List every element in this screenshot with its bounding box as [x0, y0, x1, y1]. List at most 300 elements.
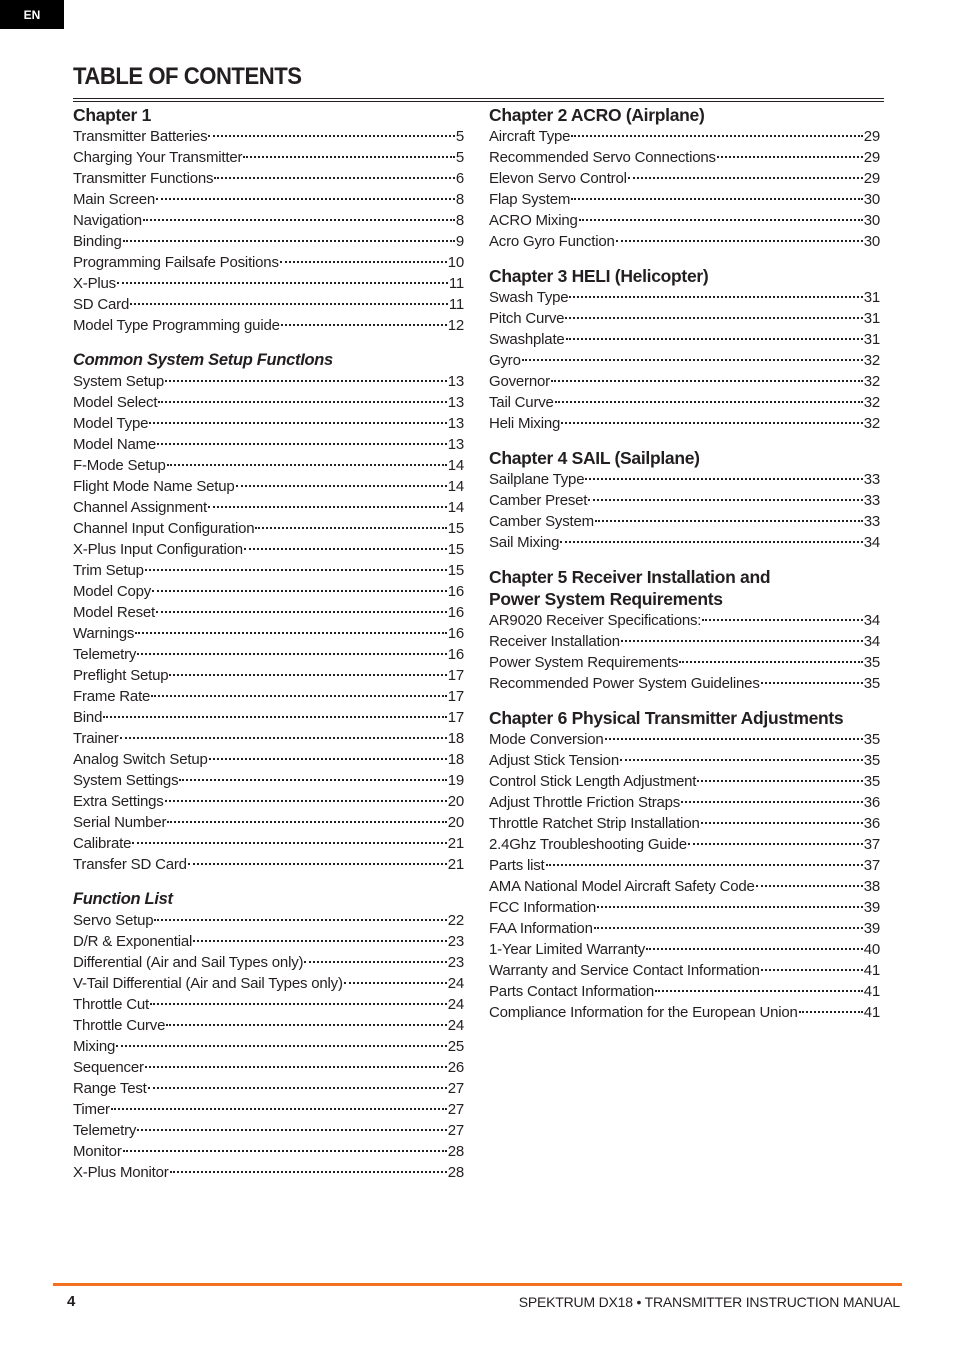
toc-entry-page: 35	[863, 675, 880, 692]
toc-entry[interactable]	[73, 581, 464, 602]
toc-entry-page: 17	[447, 688, 464, 705]
toc-entry-label: Servo Setup	[73, 912, 154, 929]
toc-entry[interactable]	[489, 511, 880, 532]
toc-entry[interactable]	[489, 1002, 880, 1023]
toc-entry-page: 35	[863, 731, 880, 748]
toc-entry-page: 15	[447, 520, 464, 537]
dot-leader	[188, 862, 447, 865]
toc-entry[interactable]	[73, 931, 464, 952]
toc-entry-page: 34	[863, 534, 880, 551]
toc-entry-label: Control Stick Length Adjustment	[489, 773, 697, 790]
toc-entry-label: Bind	[73, 709, 103, 726]
toc-entry-label: Model Copy	[73, 583, 152, 600]
dot-leader	[151, 694, 447, 697]
toc-entry[interactable]	[73, 1162, 464, 1183]
toc-entry[interactable]	[489, 413, 880, 434]
dot-leader	[799, 1010, 863, 1013]
toc-entry-page: 41	[863, 1004, 880, 1021]
toc-entry-page: 33	[863, 492, 880, 509]
section-heading	[489, 566, 880, 610]
toc-entry[interactable]	[73, 497, 464, 518]
section-heading	[489, 447, 880, 469]
toc-entry[interactable]	[73, 210, 464, 231]
toc-entry[interactable]	[489, 960, 880, 981]
language-label: EN	[23, 7, 41, 22]
toc-entry-page: 13	[447, 436, 464, 453]
dot-leader	[145, 568, 447, 571]
dot-leader	[157, 442, 447, 445]
toc-section	[489, 707, 880, 1023]
toc-entry[interactable]	[73, 560, 464, 581]
toc-entry-page: 35	[863, 773, 880, 790]
toc-entry[interactable]	[73, 749, 464, 770]
toc-entry[interactable]	[489, 490, 880, 511]
toc-entry[interactable]	[73, 455, 464, 476]
toc-entry-page: 17	[447, 709, 464, 726]
toc-entry-label: Pitch Curve	[489, 310, 565, 327]
toc-entry-label: Camber Preset	[489, 492, 588, 509]
toc-entry-label: FCC Information	[489, 899, 597, 916]
dot-leader	[628, 176, 863, 179]
toc-entry-label: Differential (Air and Sail Types only)	[73, 954, 304, 971]
toc-entry[interactable]	[489, 876, 880, 897]
section-heading-line: Chapter 2 ACRO (Airplane)	[489, 105, 705, 125]
toc-right-column	[489, 104, 880, 1023]
toc-entry[interactable]	[73, 812, 464, 833]
toc-entry[interactable]	[489, 981, 880, 1002]
toc-entry-label: Transfer SD Card	[73, 856, 187, 873]
footer-manual-title: SPEKTRUM DX18 • TRANSMITTER INSTRUCTION MANUAL	[518, 1294, 900, 1310]
toc-entry-page: 5	[455, 149, 464, 166]
toc-entry-page: 27	[447, 1080, 464, 1097]
dot-leader	[137, 1128, 446, 1131]
toc-entry-page: 34	[863, 612, 880, 629]
toc-entry[interactable]	[73, 126, 464, 147]
dot-leader	[158, 400, 446, 403]
dot-leader	[594, 926, 863, 929]
toc-entry-label: Parts list	[489, 857, 545, 874]
dot-leader	[561, 421, 863, 424]
toc-entry[interactable]	[489, 939, 880, 960]
toc-entry[interactable]	[73, 791, 464, 812]
toc-entry-label: Sequencer	[73, 1059, 144, 1076]
section-heading	[73, 888, 464, 910]
dot-leader	[166, 1023, 446, 1026]
dot-leader	[169, 673, 446, 676]
toc-entry-page: 37	[863, 857, 880, 874]
dot-leader	[681, 800, 863, 803]
toc-entry-label: Channel Assignment	[73, 499, 207, 516]
toc-entry-page: 13	[447, 373, 464, 390]
toc-entry-label: Main Screen	[73, 191, 156, 208]
toc-entry[interactable]	[489, 350, 880, 371]
toc-entry-page: 15	[447, 562, 464, 579]
toc-entry-label: Navigation	[73, 212, 142, 229]
toc-entry-page: 37	[863, 836, 880, 853]
toc-entry[interactable]	[73, 392, 464, 413]
toc-entry-label: Model Select	[73, 394, 158, 411]
toc-entry-page: 14	[447, 478, 464, 495]
dot-leader	[281, 323, 447, 326]
toc-entry[interactable]	[489, 210, 880, 231]
section-heading-line: Chapter 4 SAIL (Sailplane)	[489, 448, 700, 468]
section-heading-line: Chapter 1	[73, 105, 152, 125]
toc-entry-label: Channel Input Configuration	[73, 520, 255, 537]
toc-entry-page: 41	[863, 962, 880, 979]
dot-leader	[170, 1170, 447, 1173]
toc-section	[73, 888, 464, 1183]
dot-leader	[156, 197, 455, 200]
toc-entry[interactable]	[73, 1057, 464, 1078]
toc-entry[interactable]	[73, 994, 464, 1015]
section-heading	[73, 349, 464, 371]
toc-entry[interactable]	[489, 813, 880, 834]
toc-entry-label: Camber System	[489, 513, 594, 530]
toc-entry[interactable]	[489, 610, 880, 631]
section-heading-line: Common System Setup FunctIons	[73, 351, 333, 369]
dot-leader	[571, 197, 863, 200]
toc-entry[interactable]	[73, 665, 464, 686]
toc-entry[interactable]	[489, 371, 880, 392]
toc-entry-label: Model Type Programming guide	[73, 317, 280, 334]
toc-entry-label: Timer	[73, 1101, 110, 1118]
toc-entry-page: 33	[863, 513, 880, 530]
section-heading-line: Chapter 3 HELI (Helicopter)	[489, 266, 709, 286]
toc-entry-label: Range Test	[73, 1080, 147, 1097]
dot-leader	[280, 260, 447, 263]
toc-entry-label: Mode Conversion	[489, 731, 604, 748]
dot-leader	[116, 1044, 447, 1047]
toc-entry-page: 28	[447, 1164, 464, 1181]
toc-entry-label: Swashplate	[489, 331, 565, 348]
toc-entry-page: 8	[455, 212, 464, 229]
toc-entry[interactable]	[489, 834, 880, 855]
toc-entry-page: 20	[447, 814, 464, 831]
toc-entry[interactable]	[489, 631, 880, 652]
toc-entry-label: Throttle Curve	[73, 1017, 166, 1034]
toc-entry-page: 6	[455, 170, 464, 187]
dot-leader	[551, 379, 863, 382]
title-rule	[73, 98, 884, 99]
toc-entry[interactable]	[73, 1036, 464, 1057]
toc-entry[interactable]	[489, 126, 880, 147]
toc-entry-label: Charging Your Transmitter	[73, 149, 243, 166]
toc-entry-label: Telemetry	[73, 1122, 137, 1139]
toc-entry[interactable]	[489, 532, 880, 553]
toc-entry-label: Receiver Installation	[489, 633, 620, 650]
toc-entry[interactable]	[73, 644, 464, 665]
toc-entry[interactable]	[73, 602, 464, 623]
toc-entry[interactable]	[73, 413, 464, 434]
toc-entry[interactable]	[73, 518, 464, 539]
toc-entry-label: Flap System	[489, 191, 571, 208]
toc-section	[489, 104, 880, 252]
toc-entry[interactable]	[73, 273, 464, 294]
section-heading	[489, 707, 880, 729]
dot-leader	[132, 841, 446, 844]
toc-entry-label: Gyro	[489, 352, 521, 369]
toc-entry[interactable]	[489, 231, 880, 252]
toc-section	[73, 349, 464, 875]
toc-entry-label: Transmitter Batteries	[73, 128, 208, 145]
toc-entry-page: 21	[447, 856, 464, 873]
toc-entry-label: F-Mode Setup	[73, 457, 166, 474]
dot-leader	[123, 1149, 447, 1152]
dot-leader	[165, 379, 447, 382]
toc-entry[interactable]	[73, 231, 464, 252]
dot-leader	[569, 295, 862, 298]
dot-leader	[135, 631, 447, 634]
toc-entry[interactable]	[489, 147, 880, 168]
toc-entry[interactable]	[73, 294, 464, 315]
toc-entry-label: X-Plus	[73, 275, 116, 292]
dot-leader	[154, 918, 446, 921]
toc-entry-page: 38	[863, 878, 880, 895]
toc-entry-page: 5	[455, 128, 464, 145]
toc-entry[interactable]	[489, 771, 880, 792]
toc-section	[489, 265, 880, 434]
toc-entry-label: Compliance Information for the European Union	[489, 1004, 798, 1021]
toc-entry[interactable]	[489, 855, 880, 876]
toc-section	[73, 104, 464, 336]
dot-leader	[193, 939, 447, 942]
toc-entry[interactable]	[73, 854, 464, 875]
dot-leader	[143, 218, 455, 221]
toc-entry-label: V-Tail Differential (Air and Sail Types only)	[73, 975, 343, 992]
toc-entry-page: 30	[863, 233, 880, 250]
dot-leader	[156, 610, 447, 613]
toc-entry-page: 11	[448, 275, 464, 292]
toc-entry-page: 18	[447, 730, 464, 747]
toc-entry[interactable]	[489, 652, 880, 673]
toc-entry-label: Heli Mixing	[489, 415, 561, 432]
dot-leader	[209, 757, 447, 760]
toc-left-column	[73, 104, 464, 1183]
toc-entry-label: FAA Information	[489, 920, 593, 937]
toc-entry-label: Transmitter Functions	[73, 170, 214, 187]
toc-entry[interactable]	[489, 918, 880, 939]
toc-entry-label: Governor	[489, 373, 550, 390]
toc-entry-page: 16	[447, 583, 464, 600]
toc-entry-label: Elevon Servo Control	[489, 170, 627, 187]
dot-leader	[688, 842, 863, 845]
section-heading	[489, 104, 880, 126]
toc-entry-label: Recommended Servo Connections	[489, 149, 716, 166]
toc-entry-label: Sailplane Type	[489, 471, 585, 488]
toc-entry-label: ACRO Mixing	[489, 212, 578, 229]
toc-entry-label: Extra Settings	[73, 793, 164, 810]
dot-leader	[761, 968, 863, 971]
dot-leader	[595, 519, 863, 522]
toc-entry-page: 27	[447, 1101, 464, 1118]
toc-entry-page: 10	[447, 254, 464, 271]
dot-leader	[555, 400, 863, 403]
toc-entry-page: 13	[447, 394, 464, 411]
dot-leader	[566, 337, 863, 340]
toc-entry-label: Tail Curve	[489, 394, 554, 411]
toc-entry-page: 14	[447, 457, 464, 474]
toc-entry-label: System Setup	[73, 373, 164, 390]
toc-entry-page: 29	[863, 149, 880, 166]
toc-entry[interactable]	[489, 168, 880, 189]
dot-leader	[605, 737, 863, 740]
toc-entry-label: Serial Number	[73, 814, 167, 831]
toc-entry-page: 17	[447, 667, 464, 684]
dot-leader	[565, 316, 862, 319]
toc-entry[interactable]	[73, 1015, 464, 1036]
toc-entry[interactable]	[73, 434, 464, 455]
section-heading	[73, 104, 464, 126]
toc-entry-page: 9	[455, 233, 464, 250]
toc-entry[interactable]	[489, 308, 880, 329]
dot-leader	[255, 526, 446, 529]
toc-entry-page: 20	[447, 793, 464, 810]
toc-entry[interactable]	[489, 792, 880, 813]
toc-entry-label: Sail Mixing	[489, 534, 560, 551]
toc-entry-page: 26	[447, 1059, 464, 1076]
dot-leader	[588, 498, 862, 501]
section-heading-line: Chapter 6 Physical Transmitter Adjustments	[489, 708, 844, 728]
toc-entry-page: 8	[455, 191, 464, 208]
toc-entry-label: Throttle Cut	[73, 996, 149, 1013]
toc-entry-label: Flight Mode Name Setup	[73, 478, 235, 495]
toc-entry[interactable]	[73, 910, 464, 931]
toc-entry[interactable]	[73, 952, 464, 973]
toc-entry-label: Warranty and Service Contact Information	[489, 962, 760, 979]
dot-leader	[646, 947, 863, 950]
toc-entry[interactable]	[73, 1078, 464, 1099]
toc-entry[interactable]	[73, 476, 464, 497]
toc-entry-label: Recommended Power System Guidelines	[489, 675, 760, 692]
dot-leader	[621, 639, 863, 642]
toc-entry[interactable]	[73, 770, 464, 791]
toc-entry-label: SD Card	[73, 296, 130, 313]
toc-entry-page: 27	[447, 1122, 464, 1139]
toc-entry[interactable]	[73, 539, 464, 560]
toc-entry-page: 21	[447, 835, 464, 852]
dot-leader	[152, 589, 447, 592]
toc-entry[interactable]	[73, 833, 464, 854]
toc-entry[interactable]	[73, 623, 464, 644]
toc-entry[interactable]	[73, 252, 464, 273]
toc-entry[interactable]	[489, 287, 880, 308]
toc-entry-page: 29	[863, 128, 880, 145]
toc-entry-label: 2.4Ghz Troubleshooting Guide	[489, 836, 687, 853]
toc-entry-label: Acro Gyro Function	[489, 233, 615, 250]
dot-leader	[149, 421, 446, 424]
toc-entry[interactable]	[489, 189, 880, 210]
toc-entry[interactable]	[73, 1141, 464, 1162]
dot-leader	[616, 239, 863, 242]
dot-leader	[522, 358, 863, 361]
toc-entry[interactable]	[73, 728, 464, 749]
toc-entry-page: 16	[447, 625, 464, 642]
toc-entry[interactable]	[489, 469, 880, 490]
dot-leader	[130, 302, 448, 305]
toc-entry-label: Programming Failsafe Positions	[73, 254, 279, 271]
toc-entry-label: AR9020 Receiver Specifications:	[489, 612, 702, 629]
toc-entry[interactable]	[73, 315, 464, 336]
toc-entry-label: System Settings	[73, 772, 179, 789]
dot-leader	[579, 218, 863, 221]
toc-entry-label: Warnings	[73, 625, 135, 642]
toc-entry-page: 16	[447, 646, 464, 663]
toc-entry-page: 11	[448, 296, 464, 313]
toc-entry-label: Binding	[73, 233, 122, 250]
section-heading-line: Power System Requirements	[489, 589, 723, 609]
toc-entry[interactable]	[73, 1099, 464, 1120]
dot-leader	[137, 652, 446, 655]
dot-leader	[120, 736, 447, 739]
dot-leader	[179, 778, 446, 781]
dot-leader	[701, 821, 863, 824]
toc-entry[interactable]	[489, 673, 880, 694]
toc-entry-label: 1-Year Limited Warranty	[489, 941, 646, 958]
toc-entry-page: 32	[863, 352, 880, 369]
toc-entry[interactable]	[73, 1120, 464, 1141]
toc-entry[interactable]	[489, 392, 880, 413]
toc-entry-page: 28	[447, 1143, 464, 1160]
toc-section	[489, 566, 880, 694]
dot-leader	[208, 505, 447, 508]
toc-entry-label: Model Name	[73, 436, 157, 453]
toc-entry-page: 34	[863, 633, 880, 650]
page-title: TABLE OF CONTENTS	[73, 63, 302, 90]
dot-leader	[103, 715, 446, 718]
toc-entry-page: 16	[447, 604, 464, 621]
dot-leader	[150, 1002, 447, 1005]
dot-leader	[165, 799, 447, 802]
toc-entry-label: Model Type	[73, 415, 149, 432]
section-heading-line: Chapter 5 Receiver Installation and	[489, 567, 771, 587]
toc-entry-page: 18	[447, 751, 464, 768]
dot-leader	[756, 884, 863, 887]
toc-entry-page: 36	[863, 794, 880, 811]
toc-entry[interactable]	[73, 147, 464, 168]
toc-entry-page: 30	[863, 191, 880, 208]
toc-entry[interactable]	[73, 707, 464, 728]
dot-leader	[244, 547, 447, 550]
toc-entry-label: D/R & Exponential	[73, 933, 193, 950]
toc-entry-label: X-Plus Monitor	[73, 1164, 169, 1181]
toc-entry[interactable]	[73, 371, 464, 392]
toc-entry[interactable]	[489, 897, 880, 918]
toc-entry-label: Throttle Ratchet Strip Installation	[489, 815, 700, 832]
toc-entry-page: 32	[863, 373, 880, 390]
toc-entry-page: 24	[447, 1017, 464, 1034]
dot-leader	[208, 134, 454, 137]
toc-entry[interactable]	[73, 973, 464, 994]
toc-entry-label: Frame Rate	[73, 688, 151, 705]
toc-entry[interactable]	[489, 750, 880, 771]
footer-rule	[53, 1283, 902, 1286]
toc-entry[interactable]	[73, 189, 464, 210]
toc-entry-page: 30	[863, 212, 880, 229]
dot-leader	[111, 1107, 447, 1110]
toc-entry-page: 22	[447, 912, 464, 929]
toc-entry[interactable]	[489, 729, 880, 750]
toc-entry[interactable]	[73, 168, 464, 189]
toc-entry-page: 31	[863, 310, 880, 327]
toc-entry-label: Model Reset	[73, 604, 156, 621]
toc-entry-page: 15	[447, 541, 464, 558]
toc-entry-label: Trim Setup	[73, 562, 144, 579]
toc-entry[interactable]	[73, 686, 464, 707]
toc-entry[interactable]	[489, 329, 880, 350]
dot-leader	[560, 540, 862, 543]
dot-leader	[148, 1086, 447, 1089]
dot-leader	[117, 281, 448, 284]
